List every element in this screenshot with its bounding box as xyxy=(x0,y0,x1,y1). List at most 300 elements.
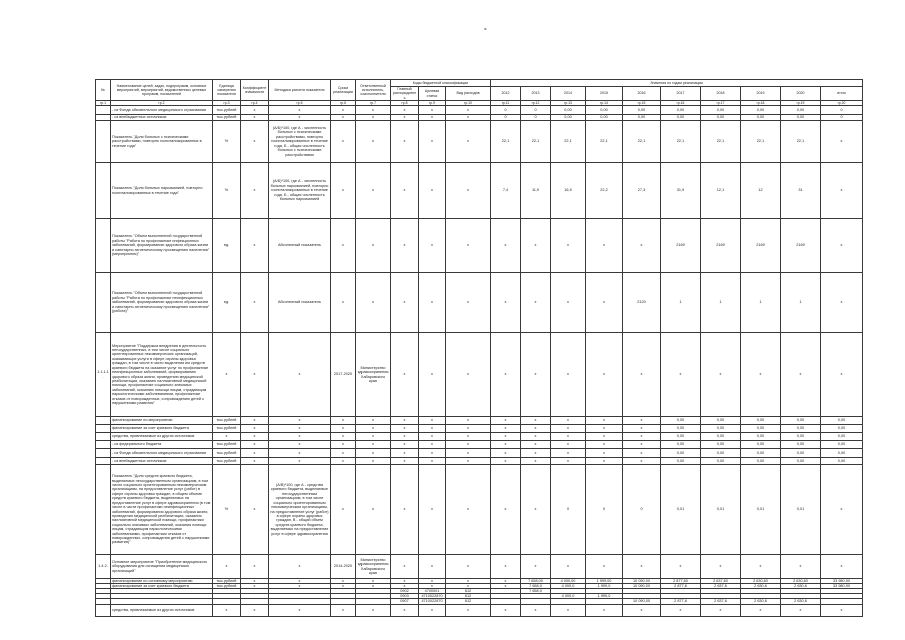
year-2013-cell: x xyxy=(521,555,551,579)
row-title-cell: средства, привлекаемые из других источников xyxy=(111,433,213,441)
year-2012-cell: x xyxy=(491,441,521,449)
year-2014-cell: 4 000,00 xyxy=(551,579,586,584)
target-item-code-cell: x xyxy=(419,273,446,333)
year-2020-cell: 1 xyxy=(781,273,821,333)
year-2020-cell: x xyxy=(781,605,821,617)
column-number-cell: гр.17 xyxy=(701,101,741,106)
grbs-code-cell: x xyxy=(391,605,419,617)
year-2013-cell: x xyxy=(521,441,551,449)
year-2012-cell: x xyxy=(491,417,521,425)
year-2019-cell: x xyxy=(741,333,781,417)
expense-type-code-cell: x xyxy=(446,458,491,465)
year-2018-cell: 22,1 xyxy=(701,121,741,163)
year-2019-cell: 0,00 xyxy=(741,425,781,433)
year-2020-cell: 2 630,6 xyxy=(781,584,821,589)
year-2014-cell: x xyxy=(551,605,586,617)
term-cell: 2017-2020 xyxy=(331,333,356,417)
row-title-cell: - из федерального бюджета xyxy=(111,441,213,449)
row-number-cell xyxy=(96,273,111,333)
year-2014-cell: 16,5 xyxy=(551,163,586,219)
year-2016-cell: x xyxy=(623,449,661,458)
year-2020-cell: 0,00 xyxy=(781,449,821,458)
year-2018-cell: 2 637,60 xyxy=(701,579,741,584)
year-2013-cell: 22,1 xyxy=(521,121,551,163)
year-2017-cell: 2 877,6 xyxy=(661,599,701,605)
year-2012-cell: 7,4 xyxy=(491,163,521,219)
expense-type-code-cell: x xyxy=(446,219,491,273)
expense-type-code-cell: x xyxy=(446,121,491,163)
year-2013-cell: x xyxy=(521,458,551,465)
expense-type-code-cell: x xyxy=(446,465,491,555)
header-total: итого xyxy=(821,87,863,101)
method-cell: x xyxy=(269,555,331,579)
page-number-mark: - xyxy=(484,24,487,33)
executor-cell: x xyxy=(356,115,391,121)
year-2017-cell: 0,00 xyxy=(661,441,701,449)
header-title: Наименование целей, задач, подпрограмм, основных мероприятий, мероприятий, ведомственных целевых программ, показателей xyxy=(111,80,213,101)
target-item-code-cell: x xyxy=(419,465,446,555)
year-2018-cell: 0,00 xyxy=(701,458,741,465)
year-2016-cell: 22,1 xyxy=(623,121,661,163)
executor-cell: x xyxy=(356,465,391,555)
column-number-cell: гр.13 xyxy=(551,101,586,106)
header-executor: Ответственный исполнитель, соисполнители xyxy=(356,80,391,101)
term-cell: x xyxy=(331,579,356,584)
year-2012-cell: x xyxy=(491,579,521,584)
weight-cell: x xyxy=(241,449,269,458)
method-cell: (А/Б)*100, где А - численность больных с психическими расстройствами, повторно госпитализированных в течение года, Б - общая численность больных с психическими расстройствами xyxy=(269,121,331,163)
year-2020-cell: 0,00 xyxy=(781,441,821,449)
term-cell: x xyxy=(331,219,356,273)
year-2016-cell: x xyxy=(623,555,661,579)
year-2015-cell: x xyxy=(586,417,623,425)
method-cell: Абсолютный показатель xyxy=(269,273,331,333)
unit-cell: ед. xyxy=(213,219,241,273)
method-cell: x xyxy=(269,333,331,417)
year-2019-cell: 0,00 xyxy=(741,441,781,449)
year-2016-cell: x xyxy=(623,441,661,449)
grbs-code-cell: 0902 xyxy=(391,589,419,594)
year-2013-cell: x xyxy=(521,449,551,458)
column-number-cell: гр.10 xyxy=(446,101,491,106)
target-item-code-cell: x xyxy=(419,555,446,579)
method-cell: x xyxy=(269,417,331,425)
year-2018-cell: 2 637,6 xyxy=(701,584,741,589)
row-title-cell: Показатель "Доля больных с психическими расстройствами, повторно госпитализированных в течение года" xyxy=(111,121,213,163)
target-item-code-cell: x xyxy=(419,584,446,589)
year-2017-cell: x xyxy=(661,555,701,579)
year-2016-cell: 2120 xyxy=(623,273,661,333)
executor-cell: x xyxy=(356,605,391,617)
method-cell: x xyxy=(269,441,331,449)
year-2015-cell: x xyxy=(586,219,623,273)
year-2017-cell: 0,00 xyxy=(661,433,701,441)
year-2016-cell: 10 090,00 xyxy=(623,584,661,589)
grbs-code-cell: x xyxy=(391,433,419,441)
total-cell: x xyxy=(821,219,863,273)
row-title-cell: - из внебюджетных источников xyxy=(111,458,213,465)
year-2020-cell: 0,00 xyxy=(781,433,821,441)
year-2015-cell: x xyxy=(586,425,623,433)
target-item-code-cell: x xyxy=(419,433,446,441)
year-2015-cell: 22,2 xyxy=(586,163,623,219)
unit-cell: тыс.рублей xyxy=(213,584,241,589)
target-item-code-cell: 4710022870 xyxy=(419,594,446,599)
header-unit: Единица измерения показателя xyxy=(213,80,241,101)
executor-cell: x xyxy=(356,273,391,333)
method-cell: x xyxy=(269,449,331,458)
total-cell: 33 980,90 xyxy=(821,579,863,584)
year-2019-cell: 2 630,60 xyxy=(741,579,781,584)
row-number-cell xyxy=(96,163,111,219)
year-2019-cell: 0,00 xyxy=(741,458,781,465)
row-number-cell xyxy=(96,219,111,273)
term-cell: x xyxy=(331,106,356,115)
column-number-cell: гр.3 xyxy=(213,101,241,106)
header-term: Сроки реализации xyxy=(331,80,356,101)
year-2019-cell: 0,00 xyxy=(741,115,781,121)
grbs-code-cell: x xyxy=(391,115,419,121)
expense-type-code-cell: x xyxy=(446,433,491,441)
weight-cell: x xyxy=(241,417,269,425)
year-2020-cell: 2 630,60 xyxy=(781,579,821,584)
header-year-2012: 2012 xyxy=(491,87,521,101)
year-2016-cell: x xyxy=(623,425,661,433)
year-2015-cell: 0,00 xyxy=(586,106,623,115)
unit-cell: тыс.рублей xyxy=(213,441,241,449)
column-number-cell: гр.4 xyxy=(241,101,269,106)
grbs-code-cell: x xyxy=(391,579,419,584)
year-2013-cell: x xyxy=(521,425,551,433)
year-2019-cell: x xyxy=(741,605,781,617)
weight-cell: x xyxy=(241,555,269,579)
year-2018-cell: 0,00 xyxy=(701,425,741,433)
year-2016-cell: x xyxy=(623,333,661,417)
year-2018-cell: 1 xyxy=(701,273,741,333)
total-cell: 0 xyxy=(821,106,863,115)
year-2019-cell: x xyxy=(741,555,781,579)
total-cell: 0,00 xyxy=(821,433,863,441)
year-2015-cell: x xyxy=(586,333,623,417)
header-grbs: Главный распорядитель xyxy=(391,87,419,101)
column-number-cell: гр.16 xyxy=(661,101,701,106)
year-2012-cell: x xyxy=(491,425,521,433)
year-2013-cell: x xyxy=(521,605,551,617)
year-2018-cell: 0,00 xyxy=(701,449,741,458)
method-cell: x xyxy=(269,433,331,441)
column-number-cell: гр.18 xyxy=(741,101,781,106)
executor-cell: x xyxy=(356,441,391,449)
year-2017-cell: 0,00 xyxy=(661,449,701,458)
weight-cell: x xyxy=(241,465,269,555)
weight-cell: x xyxy=(241,219,269,273)
year-2019-cell: 0,00 xyxy=(741,433,781,441)
grbs-code-cell: x xyxy=(391,458,419,465)
row-number-cell xyxy=(96,458,111,465)
year-2017-cell: 0,00 xyxy=(661,458,701,465)
year-2018-cell: x xyxy=(701,555,741,579)
weight-cell: x xyxy=(241,121,269,163)
expense-type-code-cell: x xyxy=(446,449,491,458)
expense-type-code-cell: 612 xyxy=(446,599,491,605)
year-2012-cell: x xyxy=(491,433,521,441)
year-2016-cell: 27,3 xyxy=(623,163,661,219)
year-2018-cell: x xyxy=(701,605,741,617)
target-item-code-cell: x xyxy=(419,458,446,465)
header-weight: Коэффициент значимости xyxy=(241,80,269,101)
year-2020-cell: 0,00 xyxy=(781,106,821,115)
expense-type-code-cell: x xyxy=(446,605,491,617)
row-number-cell xyxy=(96,433,111,441)
target-item-code-cell: 4700001 xyxy=(419,589,446,594)
year-2017-cell: 0,00 xyxy=(661,425,701,433)
column-number-cell: гр.12 xyxy=(521,101,551,106)
year-2016-cell: x xyxy=(623,458,661,465)
term-cell: x xyxy=(331,121,356,163)
year-2017-cell: 31,9 xyxy=(661,163,701,219)
year-2012-cell: x xyxy=(491,449,521,458)
column-number-cell: гр.20 xyxy=(821,101,863,106)
expense-type-code-cell: x xyxy=(446,555,491,579)
total-cell: 0,00 xyxy=(821,441,863,449)
method-cell: (А/Б)*100, где А - численность больных наркоманией, повторно госпитализированных в течение года, Б - общая численность больных наркоманией xyxy=(269,163,331,219)
row-number-cell xyxy=(96,121,111,163)
year-2013-cell: 0 xyxy=(521,115,551,121)
row-title-cell: финансирование по основному мероприятию xyxy=(111,579,213,584)
target-item-code-cell: x xyxy=(419,115,446,121)
column-number-cell: гр.8 xyxy=(391,101,419,106)
year-2012-cell: x xyxy=(491,219,521,273)
row-title-cell: Основное мероприятие "Приобретение медицинского оборудования для оснащения медицинских организаций" xyxy=(111,555,213,579)
expense-type-code-cell: x xyxy=(446,163,491,219)
grbs-code-cell: x xyxy=(391,333,419,417)
year-2014-cell: x xyxy=(551,555,586,579)
expense-type-code-cell: 612 xyxy=(446,594,491,599)
year-2015-cell: x xyxy=(586,555,623,579)
year-2013-cell: 7 658,00 xyxy=(521,579,551,584)
target-item-code-cell: x xyxy=(419,449,446,458)
target-item-code-cell: x xyxy=(419,121,446,163)
header-year-2018: 2018 xyxy=(701,87,741,101)
year-2016-cell: 0,00 xyxy=(623,115,661,121)
year-2020-cell: x xyxy=(781,333,821,417)
year-2015-cell: 0 xyxy=(586,465,623,555)
year-2016-cell: 0,00 xyxy=(623,106,661,115)
total-cell: x xyxy=(821,273,863,333)
column-number-cell: гр.7 xyxy=(356,101,391,106)
unit-cell: x xyxy=(213,555,241,579)
header-year-2013: 2013 xyxy=(521,87,551,101)
year-2014-cell: x xyxy=(551,449,586,458)
weight-cell: x xyxy=(241,115,269,121)
year-2013-cell: x xyxy=(521,333,551,417)
method-cell: x xyxy=(269,605,331,617)
column-number-cell: гр.6 xyxy=(331,101,356,106)
unit-cell: тыс.рублей xyxy=(213,417,241,425)
grbs-code-cell: x xyxy=(391,417,419,425)
year-2017-cell: 0,00 xyxy=(661,106,701,115)
year-2017-cell: 1 xyxy=(661,273,701,333)
header-year-2019: 2019 xyxy=(741,87,781,101)
row-number-cell xyxy=(96,441,111,449)
year-2014-cell: 4 000,0 xyxy=(551,584,586,589)
method-cell: Абсолютный показатель xyxy=(269,219,331,273)
year-2013-cell: x xyxy=(521,465,551,555)
year-2014-cell: x xyxy=(551,425,586,433)
row-title-cell: финансирование за счет краевого бюджета xyxy=(111,584,213,589)
year-2014-cell: x xyxy=(551,458,586,465)
unit-cell: x xyxy=(213,333,241,417)
expense-type-code-cell: x xyxy=(446,579,491,584)
expense-type-code-cell: x xyxy=(446,425,491,433)
weight-cell: x xyxy=(241,441,269,449)
year-2018-cell: 0,00 xyxy=(701,441,741,449)
grbs-code-cell: x xyxy=(391,465,419,555)
year-2012-cell: 0 xyxy=(491,115,521,121)
weight-cell: x xyxy=(241,425,269,433)
row-title-cell: - из Фонда обязательного медицинского страхования xyxy=(111,449,213,458)
row-title-cell: финансирование за счет краевого бюджета xyxy=(111,425,213,433)
year-2017-cell: x xyxy=(661,333,701,417)
expense-type-code-cell: x xyxy=(446,273,491,333)
unit-cell: тыс.рублей xyxy=(213,458,241,465)
weight-cell: x xyxy=(241,584,269,589)
year-2019-cell: 2 630,6 xyxy=(741,584,781,589)
grbs-code-cell: x xyxy=(391,219,419,273)
expense-type-code-cell: x xyxy=(446,115,491,121)
executor-cell: x xyxy=(356,121,391,163)
weight-cell: x xyxy=(241,433,269,441)
year-2012-cell: 0 xyxy=(491,106,521,115)
weight-cell: x xyxy=(241,458,269,465)
method-cell: x xyxy=(269,106,331,115)
year-2020-cell: 0,00 xyxy=(781,458,821,465)
year-2015-cell: x xyxy=(586,441,623,449)
term-cell: x xyxy=(331,425,356,433)
year-2018-cell: 12,1 xyxy=(701,163,741,219)
row-number-cell: 1.1.1.1. xyxy=(96,333,111,417)
executor-cell: x xyxy=(356,425,391,433)
year-2014-cell: 0,00 xyxy=(551,106,586,115)
row-title-cell: финансирование по мероприятию xyxy=(111,417,213,425)
unit-cell: x xyxy=(213,433,241,441)
year-2017-cell: 22,1 xyxy=(661,121,701,163)
executor-cell: x xyxy=(356,106,391,115)
target-item-code-cell: 4710022870 xyxy=(419,599,446,605)
header-year-2014: 2014 xyxy=(551,87,586,101)
year-2020-cell: 0,00 xyxy=(781,425,821,433)
year-2015-cell: x xyxy=(586,605,623,617)
year-2019-cell: 12 xyxy=(741,163,781,219)
term-cell: x xyxy=(331,449,356,458)
year-2013-cell: x xyxy=(521,219,551,273)
term-cell: x xyxy=(331,584,356,589)
year-2018-cell: x xyxy=(701,333,741,417)
unit-cell: тыс.рублей xyxy=(213,579,241,584)
column-number-cell: гр.19 xyxy=(781,101,821,106)
method-cell: x xyxy=(269,579,331,584)
row-title-cell: Мероприятие "Поддержка внедрения в деятельность негосударственных, в том числе социально ориентированных некоммерческих организаций, оказывающих услуги в сфере охраны здоровья граждан, в том числе в части выделения им средств краевого бюджета на оказание услуг по профилактике неинфекционных заболеваний, формированию здорового образа жизни, проведению медицинской реабилитации, оказанию паллиативной медицинской помощи, профилактике социально значимых заболеваний, оказанию помощи лицам, страдающим наркологическими заболеваниями, профилактике отказов от новорожденных, сопровождению детей с нарушениями развития" xyxy=(111,333,213,417)
grbs-code-cell: x xyxy=(391,555,419,579)
grbs-code-cell: x xyxy=(391,425,419,433)
year-2016-cell: 10 090,00 xyxy=(623,599,661,605)
target-item-code-cell: x xyxy=(419,219,446,273)
row-title-cell: Показатель "Доля средств краевого бюджета, выделяемых негосударственным организациям, в том числе социально ориентированным некоммерческим организациям, на предоставление услуг (работ) в сфере охраны здоровья граждан, в общем объеме средств краевого бюджета, выделяемых на предоставление услуг в сфере здравоохранения (в том числе в части профилактики неинфекционных заболеваний, формирования здорового образа жизни, проведения медицинской реабилитации, оказания паллиативной медицинской помощи, профилактики социально значимых заболеваний, оказания помощи лицам, страдающим наркологическими заболеваниями, профилактики отказов от новорожденных, сопровождения детей с нарушениями развития)" xyxy=(111,465,213,555)
year-2019-cell: 0,00 xyxy=(741,106,781,115)
target-item-code-cell: x xyxy=(419,417,446,425)
total-cell: 0,00 xyxy=(821,458,863,465)
weight-cell: x xyxy=(241,333,269,417)
year-2015-cell: 22,1 xyxy=(586,121,623,163)
year-2015-cell: 1 999,00 xyxy=(586,579,623,584)
expense-type-code-cell: x xyxy=(446,441,491,449)
expense-type-code-cell: x xyxy=(446,333,491,417)
row-title-cell: - из Фонда обязательного медицинского страхования xyxy=(111,106,213,115)
year-2012-cell: x xyxy=(491,584,521,589)
year-2013-cell: 7 658,0 xyxy=(521,584,551,589)
expense-type-code-cell: x xyxy=(446,417,491,425)
year-2013-cell: 11,9 xyxy=(521,163,551,219)
unit-cell: x xyxy=(213,605,241,617)
header-target-item: Целевая статья xyxy=(419,87,446,101)
year-2017-cell: 0,01 xyxy=(661,465,701,555)
row-number-cell xyxy=(96,449,111,458)
year-2014-cell: 0 xyxy=(551,465,586,555)
year-2012-cell: x xyxy=(491,333,521,417)
year-2020-cell: 0,00 xyxy=(781,115,821,121)
row-number-cell xyxy=(96,465,111,555)
term-cell: x xyxy=(331,465,356,555)
row-number-cell: 1.4.2. xyxy=(96,555,111,579)
target-item-code-cell: x xyxy=(419,163,446,219)
method-cell: x xyxy=(269,458,331,465)
grbs-code-cell: 0903 xyxy=(391,594,419,599)
grbs-code-cell: x xyxy=(391,163,419,219)
year-2012-cell: x xyxy=(491,458,521,465)
year-2014-cell: x xyxy=(551,219,586,273)
method-cell: x xyxy=(269,584,331,589)
column-number-cell: гр.1 xyxy=(96,101,111,106)
unit-cell: тыс.рублей xyxy=(213,449,241,458)
year-2015-cell: 1 999,0 xyxy=(586,594,623,599)
year-2016-cell: x xyxy=(623,605,661,617)
year-2015-cell: x xyxy=(586,458,623,465)
unit-cell: % xyxy=(213,121,241,163)
executor-cell: x xyxy=(356,163,391,219)
year-2020-cell: 22,1 xyxy=(781,121,821,163)
year-2018-cell: 2 637,6 xyxy=(701,599,741,605)
year-2019-cell: 0,00 xyxy=(741,449,781,458)
unit-cell: ед. xyxy=(213,273,241,333)
row-number-cell xyxy=(96,106,111,115)
grbs-code-cell: 0907 xyxy=(391,599,419,605)
method-cell: x xyxy=(269,115,331,121)
year-2018-cell: 0,00 xyxy=(701,106,741,115)
header-year-2016: 2016 xyxy=(623,87,661,101)
year-2016-cell: 10 090,00 xyxy=(623,579,661,584)
year-2017-cell: 0,00 xyxy=(661,115,701,121)
year-2020-cell: 0,00 xyxy=(781,417,821,425)
year-2012-cell: x xyxy=(491,273,521,333)
year-2014-cell: x xyxy=(551,441,586,449)
year-2019-cell: 0,00 xyxy=(741,417,781,425)
weight-cell: x xyxy=(241,163,269,219)
column-number-cell: гр.11 xyxy=(491,101,521,106)
header-number: № xyxy=(96,80,111,101)
grbs-code-cell: x xyxy=(391,441,419,449)
year-2016-cell: x xyxy=(623,219,661,273)
term-cell: x xyxy=(331,163,356,219)
